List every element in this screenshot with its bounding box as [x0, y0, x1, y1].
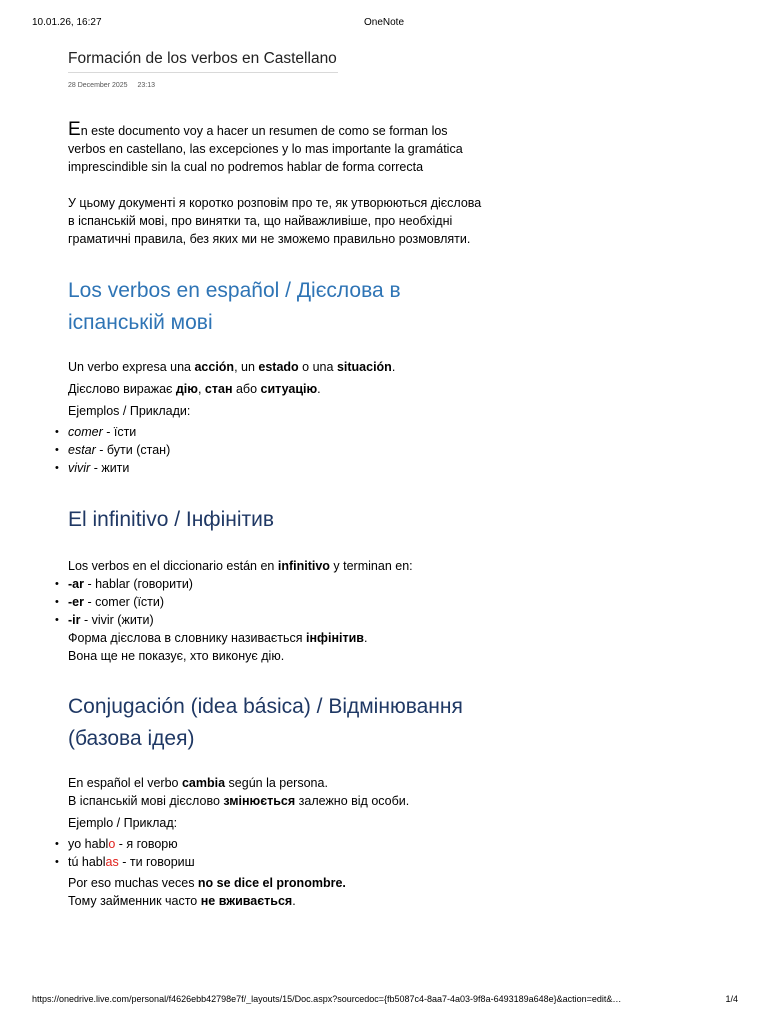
list-item[interactable]: • tú hablas - ти говориш [68, 853, 488, 871]
verb-definition-uk[interactable]: Дієслово виражає дію, стан або ситуацію. [68, 382, 321, 396]
pronoun-note-es[interactable]: Por eso muchas veces no se dice el pronombre. [68, 876, 346, 890]
conjugation-examples-list [68, 835, 488, 871]
endings-list [68, 575, 488, 629]
list-item[interactable]: • vivir - жити [68, 459, 488, 477]
page-date: 28 December 2025 [68, 82, 128, 89]
conjugation-es[interactable]: En español el verbo cambia según la persona. [68, 776, 328, 790]
onenote-page [68, 48, 488, 910]
pronoun-note-uk[interactable]: Тому займенник часто не вживається. [68, 894, 296, 908]
intro-es-paragraph[interactable] [68, 121, 488, 176]
examples-label: Ejemplos / Приклади: [68, 404, 191, 418]
page-time: 23:13 [137, 82, 156, 89]
examples-list [68, 423, 488, 477]
conjugation-example-label: Ejemplo / Приклад: [68, 816, 178, 830]
list-item[interactable]: • -er - comer (їсти) [68, 593, 488, 611]
print-page-number: 1/4 [725, 994, 738, 1004]
list-item[interactable]: • yo hablo - я говорю [68, 835, 488, 853]
list-item[interactable]: • -ir - vivir (жити) [68, 611, 488, 629]
section-heading-conjugation[interactable]: Conjugación (idea básica) / Відмінювання (базова ідея) [68, 695, 463, 750]
print-datetime: 10.01.26, 16:27 [32, 17, 102, 28]
section-heading-infinitive[interactable]: El infinitivo / Інфінітив [68, 508, 275, 531]
page-title[interactable]: Formación de los verbos en Castellano [68, 50, 337, 67]
print-app-title: OneNote [363, 17, 405, 28]
verb-ending-highlight: as [105, 855, 119, 869]
intro-drop-cap: E [68, 119, 81, 140]
conjugation-uk[interactable]: В іспанській мові дієслово змінюється залежно від особи. [68, 794, 410, 808]
infinitive-intro[interactable]: Los verbos en el diccionario están en infinitivo y terminan en: [68, 559, 413, 573]
verb-ending-highlight: o [108, 837, 116, 851]
intro-uk-paragraph[interactable]: У цьому документі я коротко розповім про те, як утворюються дієслова в іспанській мові, про винятки та, що найважливіше, про необхідні граматичні правила, без яких ми не зможемо правильно розмовляти. [68, 196, 482, 246]
list-item[interactable]: • -ar - hablar (говорити) [68, 575, 488, 593]
list-item[interactable]: • comer - їсти [68, 423, 488, 441]
page-meta [68, 77, 488, 95]
verb-definition-es[interactable]: Un verbo expresa una acción, un estado o una situación. [68, 360, 396, 374]
section-heading-verbs[interactable]: Los verbos en español / Дієслова в іспанській мові [68, 279, 401, 334]
infinitive-uk-1[interactable]: Форма дієслова в словнику називається інфінітив. [68, 631, 368, 645]
list-item[interactable]: • estar - бути (стан) [68, 441, 488, 459]
infinitive-uk-2[interactable]: Вона ще не показує, хто виконує дію. [68, 649, 285, 663]
intro-es-text: n este documento voy a hacer un resumen de como se forman los verbos en castellano, las excepciones y lo mas importante la gramática imprescindible sin la cual no podremos hablar de forma correcta [68, 124, 463, 174]
print-url: https://onedrive.live.com/personal/f4626ebb42798e7f/_layouts/15/Doc.aspx?sourcedoc={fb5087c4-8aa7-4a03-9f8a-6493189a648e}&action=edit&… [32, 994, 622, 1004]
page-title-container [68, 48, 338, 73]
